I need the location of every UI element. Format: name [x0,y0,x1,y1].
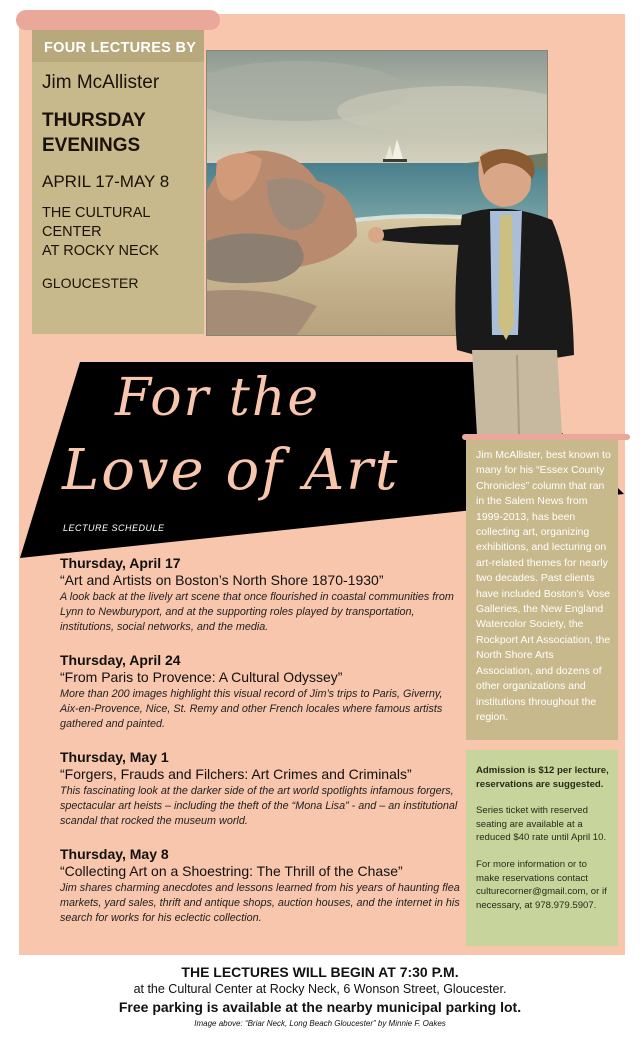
lecture-title: “From Paris to Provence: A Cultural Odyssey” [60,669,343,685]
venue-line2: AT ROCKY NECK [42,243,159,259]
lecture-item [60,652,460,732]
event-venue [32,192,204,261]
start-time: THE LECTURES WILL BEGIN AT 7:30 P.M. [181,964,459,980]
admission-headline: Admission is $12 per lecture, reservations are suggested. [476,765,609,790]
lecture-title: “Collecting Art on a Shoestring: The Thrill of the Chase” [60,863,403,879]
lecture-description: More than 200 images highlight this visual record of Jim’s trips to Paris, Giverny, Aix-en-Provence, Nice, St. Remy and other French locales where famous artists gathered and painted. [60,688,443,730]
lecture-item [60,555,460,635]
footer [0,964,640,1028]
event-title-line2: Love of Art [62,438,400,503]
lecture-title: “Art and Artists on Boston’s North Shore 1870-1930” [60,572,384,588]
series-ticket-info: Series ticket with reserved seating are available at a reduced $40 rate until April 10. [476,805,607,844]
parking-info: Free parking is available at the nearby municipal parking lot. [118,999,522,1015]
speaker-name: Jim McAllister [42,72,160,93]
lecture-schedule-label: LECTURE SCHEDULE [63,523,165,533]
lecture-list [60,555,460,943]
info-heading: FOUR LECTURES BY [32,30,204,62]
event-city: GLOUCESTER [42,275,139,291]
venue-line1: THE CULTURAL CENTER [42,205,150,240]
presenter-photo [362,145,582,435]
lecture-date: Thursday, May 1 [60,749,169,765]
event-day-line2: EVENINGS [42,135,141,156]
lecture-date: Thursday, April 17 [60,555,181,571]
lecture-title: “Forgers, Frauds and Filchers: Art Crimes and Criminals” [60,766,412,782]
event-day [32,94,204,158]
image-credit: Image above: “Briar Neck, Long Beach Gloucester” by Minnie F. Oakes [194,1019,446,1028]
lecture-date: Thursday, May 8 [60,846,169,862]
lecture-date: Thursday, April 24 [60,652,181,668]
event-info-box [32,30,204,334]
speaker-bio: Jim McAllister, best known to many for his “Essex County Chronicles” column that ran in the Salem News from 1999-2013, has been collecting art, organizing exhibitions, and lecturing on art-related themes for nearly two decades. Past clients have included Boston’s Vose Galleries, the New England Watercolor Society, the Rockport Art Association, the North Shore Arts Association, and dozens of other organizations and institutions throughout the region. [466,440,618,740]
admission-box [466,750,618,946]
lecture-item [60,846,460,926]
venue-address: at the Cultural Center at Rocky Neck, 6 Wonson Street, Gloucester. [133,982,507,996]
lecture-item [60,749,460,829]
event-day-line1: THURSDAY [42,110,146,131]
lecture-description: Jim shares charming anecdotes and lessons learned from his years of haunting flea markets, yard sales, thrift and antique shops, auction houses, and the internet in his search for works for his eclectic collection. [60,882,460,924]
lecture-description: This fascinating look at the darker side of the art world spotlights infamous forgers, spectacular art heists – including the theft of the “Mona Lisa” - and – an institutional scandal that rocked the museum world. [60,785,458,827]
decorative-tab [16,10,220,30]
event-title-line1: For the [115,368,321,428]
event-dates: APRIL 17-MAY 8 [42,172,170,191]
lecture-description: A look back at the lively art scene that once flourished in coastal communities from Lynn to Newburyport, and at the supporting roles played by transportation, institutions, social networks, and the media. [60,591,454,633]
contact-info: For more information or to make reservations contact culturecorner@gmail.com, or if necessary, at 978.979.5907. [476,858,607,911]
